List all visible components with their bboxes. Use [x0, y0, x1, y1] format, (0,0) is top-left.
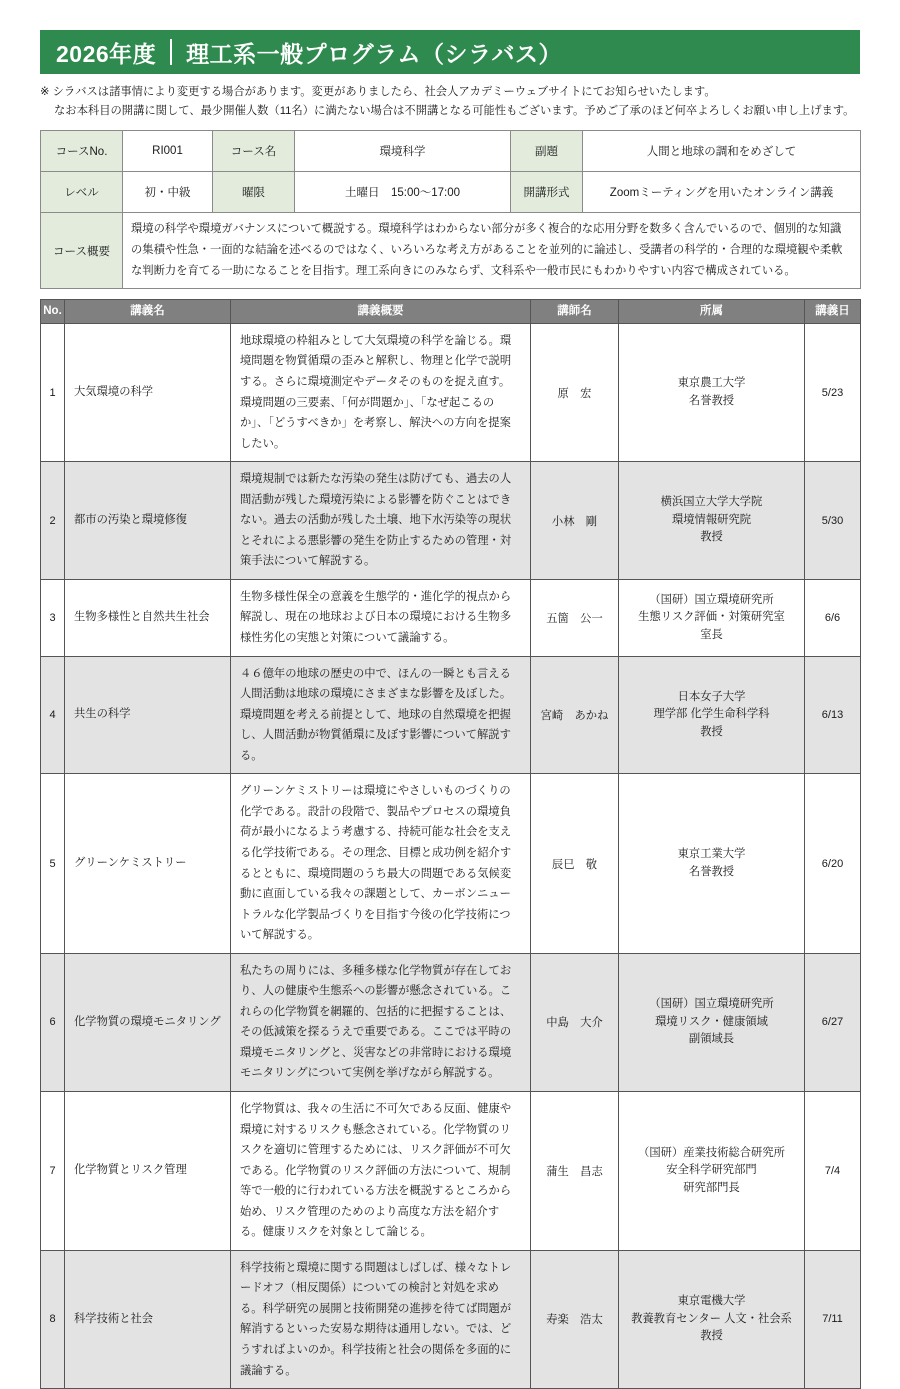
cell-lecture-name: 科学技術と社会: [65, 1250, 231, 1388]
cell-date: 6/20: [805, 774, 861, 953]
course-no-label: コースNo.: [41, 131, 123, 172]
lecture-table-header-row: [41, 299, 861, 323]
cell-instructor: 五箇 公一: [531, 579, 619, 656]
cell-no: 3: [41, 579, 65, 656]
cell-no: 5: [41, 774, 65, 953]
cell-lecture-summary: ４６億年の地球の歴史の中で、ほんの一瞬とも言える人間活動は地球の環境にさまざまな影響を及ぼした。環境問題を考える前提として、地球の自然環境を把握し、人間活動が物質循環に及ぼす影響について解説する。: [231, 656, 531, 774]
cell-lecture-summary: 科学技術と環境に関する問題はしばしば、様々なトレードオフ（相反関係）についての検討と対処を求める。科学研究の展開と技術開発の進捗を待てば問題が解消するといった安易な期待は通用しない。では、どうすればよいのか。科学技術と社会の関係を多面的に議論する。: [231, 1250, 531, 1388]
title-year: 2026年度: [56, 40, 157, 67]
cell-affiliation: 日本女子大学 理学部 化学生命科学科 教授: [619, 656, 805, 774]
cell-instructor: 小林 剛: [531, 462, 619, 580]
course-info-row-2: [41, 172, 861, 213]
cell-no: 1: [41, 323, 65, 461]
table-row: [41, 774, 861, 953]
cell-date: 5/23: [805, 323, 861, 461]
table-row: [41, 656, 861, 774]
cell-lecture-summary: 環境規制では新たな汚染の発生は防げても、過去の人間活動が残した環境汚染による影響を防ぐことはできない。過去の活動が残した土壌、地下水汚染等の現状とそれによる悪影響の発生を防止するための管理・対策手法について解説する。: [231, 462, 531, 580]
course-info-table: [40, 130, 861, 289]
course-summary-value: 環境の科学や環境ガバナンスについて概説する。環境科学はわからない部分が多く複合的な応用分野を数多く含んでいるので、個別的な知識の集積や性急・一面的な結論を述べるのではなく、いろいろな考え方があることを並列的に論述し、受講者の科学的・合理的な環境観や柔軟な判断力を育てる一助になることを目指す。理工系向きにのみならず、文科系や一般市民にもわかりやすい内容で構成されている。: [123, 213, 861, 289]
title-program: 理工系一般プログラム（シラバス）: [186, 40, 562, 67]
cell-instructor: 蒲生 昌志: [531, 1091, 619, 1250]
cell-affiliation: 東京農工大学 名誉教授: [619, 323, 805, 461]
cell-instructor: 宮崎 あかね: [531, 656, 619, 774]
lecture-table-body: [41, 323, 861, 1388]
subtitle-label: 副題: [511, 131, 583, 172]
cell-lecture-summary: 化学物質は、我々の生活に不可欠である反面、健康や環境に対するリスクも懸念されている。化学物質のリスクを適切に管理するためには、リスク評価が不可欠である。化学物質のリスク評価の方法について、規制等で一般的に行われている方法を概説するところから始め、リスク管理のためのより高度な方法を紹介する。健康リスクを対象として論じる。: [231, 1091, 531, 1250]
cell-lecture-name: 生物多様性と自然共生社会: [65, 579, 231, 656]
course-info-row-1: [41, 131, 861, 172]
cell-affiliation: 東京工業大学 名誉教授: [619, 774, 805, 953]
cell-date: 5/30: [805, 462, 861, 580]
cell-no: 7: [41, 1091, 65, 1250]
course-info-row-3: [41, 213, 861, 289]
course-name-label: コース名: [213, 131, 295, 172]
cell-no: 4: [41, 656, 65, 774]
cell-date: 6/27: [805, 953, 861, 1091]
column-header-lecture-name: 講義名: [65, 299, 231, 323]
cell-lecture-summary: 地球環境の枠組みとして大気環境の科学を論じる。環境問題を物質循環の歪みと解釈し、物理と化学で説明する。さらに環境測定やデータそのものを捉え直す。環境問題の三要素、「何が問題か」、「なぜ起こるのか」、「どうすべきか」を考察し、解決への方向を提案したい。: [231, 323, 531, 461]
table-row: [41, 462, 861, 580]
cell-lecture-name: グリーンケミストリー: [65, 774, 231, 953]
cell-affiliation: 東京電機大学 教養教育センター 人文・社会系 教授: [619, 1250, 805, 1388]
cell-affiliation: （国研）国立環境研究所 生態リスク評価・対策研究室 室長: [619, 579, 805, 656]
notice-line-2: なお本科目の開講に関して、最少開催人数（11名）に満たない場合は不開講となる可能性もございます。予めご了承のほど何卒よろしくお願い申し上げます。: [54, 104, 855, 117]
format-label: 開講形式: [511, 172, 583, 213]
table-row: [41, 1091, 861, 1250]
cell-date: 7/11: [805, 1250, 861, 1388]
table-row: [41, 953, 861, 1091]
level-value: 初・中級: [123, 172, 213, 213]
cell-lecture-name: 化学物質とリスク管理: [65, 1091, 231, 1250]
cell-lecture-name: 大気環境の科学: [65, 323, 231, 461]
cell-lecture-name: 共生の科学: [65, 656, 231, 774]
cell-instructor: 辰巳 敬: [531, 774, 619, 953]
cell-lecture-summary: 生物多様性保全の意義を生態学的・進化学的視点から解説し、現在の地球および日本の環境における生物多様性劣化の実態と対策について議論する。: [231, 579, 531, 656]
table-row: [41, 579, 861, 656]
day-period-value: 土曜日 15:00～17:00: [295, 172, 511, 213]
cell-no: 2: [41, 462, 65, 580]
cell-date: 7/4: [805, 1091, 861, 1250]
notice-block: [40, 83, 860, 120]
course-no-value: RI001: [123, 131, 213, 172]
lecture-schedule-table: [40, 299, 861, 1389]
cell-date: 6/6: [805, 579, 861, 656]
notice-line-1: ※ シラバスは諸事情により変更する場合があります。変更がありましたら、社会人アカデミーウェブサイトにてお知らせいたします。: [40, 86, 716, 98]
column-header-date: 講義日: [805, 299, 861, 323]
cell-lecture-summary: 私たちの周りには、多種多様な化学物質が存在しており、人の健康や生態系への影響が懸念されている。これらの化学物質を網羅的、包括的に把握することは、その低減策を探るうえで重要である。ここでは平時の環境モニタリングと、災害などの非常時における環境モニタリングについて実例を挙げながら解説する。: [231, 953, 531, 1091]
cell-lecture-summary: グリーンケミストリーは環境にやさしいものづくりの化学である。設計の段階で、製品やプロセスの環境負荷が最小になるよう考慮する、持続可能な社会を支える化学技術である。その理念、目標と成功例を紹介するとともに、環境問題のうち最大の問題である気候変動に直面している我々の課題として、カーボンニュートラルな化学製品づくりを目指す今後の化学技術について解説する。: [231, 774, 531, 953]
table-row: [41, 1250, 861, 1388]
page-title-banner: [40, 30, 860, 74]
title-divider: [170, 39, 172, 65]
cell-affiliation: （国研）産業技術総合研究所 安全科学研究部門 研究部門長: [619, 1091, 805, 1250]
column-header-lecture-summary: 講義概要: [231, 299, 531, 323]
cell-affiliation: 横浜国立大学大学院 環境情報研究院 教授: [619, 462, 805, 580]
table-row: [41, 323, 861, 461]
cell-no: 6: [41, 953, 65, 1091]
cell-lecture-name: 都市の汚染と環境修復: [65, 462, 231, 580]
cell-lecture-name: 化学物質の環境モニタリング: [65, 953, 231, 1091]
subtitle-value: 人間と地球の調和をめざして: [583, 131, 861, 172]
cell-instructor: 中島 大介: [531, 953, 619, 1091]
column-header-instructor: 講師名: [531, 299, 619, 323]
cell-instructor: 原 宏: [531, 323, 619, 461]
column-header-affiliation: 所属: [619, 299, 805, 323]
cell-instructor: 寿楽 浩太: [531, 1250, 619, 1388]
course-summary-label: コース概要: [41, 213, 123, 289]
course-name-value: 環境科学: [295, 131, 511, 172]
cell-no: 8: [41, 1250, 65, 1388]
cell-affiliation: （国研）国立環境研究所 環境リスク・健康領域 副領域長: [619, 953, 805, 1091]
format-value: Zoomミーティングを用いたオンライン講義: [583, 172, 861, 213]
day-period-label: 曜限: [213, 172, 295, 213]
cell-date: 6/13: [805, 656, 861, 774]
level-label: レベル: [41, 172, 123, 213]
column-header-no: No.: [41, 299, 65, 323]
